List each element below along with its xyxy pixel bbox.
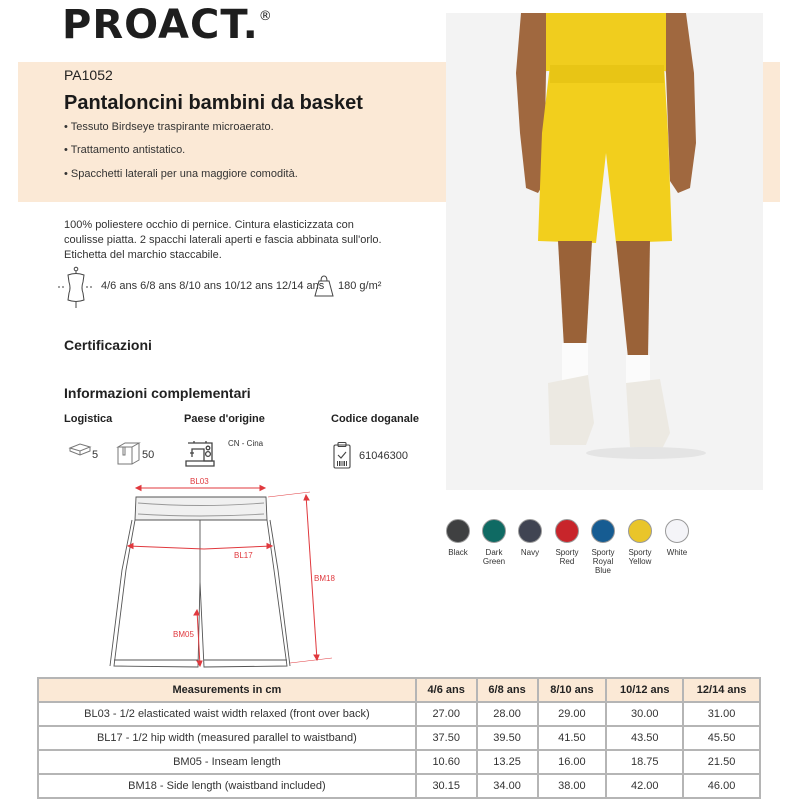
table-cell: 18.75 bbox=[606, 750, 683, 774]
table-cell: 29.00 bbox=[538, 702, 607, 726]
certifications-heading: Certificazioni bbox=[64, 337, 152, 353]
color-label-dark-green bbox=[474, 548, 514, 566]
color-name-line: Sporty bbox=[591, 548, 615, 557]
weight-icon bbox=[313, 274, 335, 298]
color-label-white bbox=[657, 548, 697, 557]
color-swatch-dark-green[interactable] bbox=[482, 519, 506, 543]
measurement-name: BL17 - 1/2 hip width (measured parallel to waistband) bbox=[38, 726, 416, 750]
clipboard-barcode-icon bbox=[332, 441, 352, 469]
table-cell: 30.15 bbox=[416, 774, 477, 798]
color-swatch-sporty-yellow[interactable] bbox=[628, 519, 652, 543]
table-cell: 41.50 bbox=[538, 726, 607, 750]
color-name: White bbox=[666, 548, 688, 557]
logistics-label: Logistica bbox=[64, 413, 113, 425]
color-label-sporty-red bbox=[547, 548, 587, 566]
table-header-row bbox=[38, 678, 760, 702]
carton-box-icon bbox=[116, 441, 141, 466]
table-cell: 45.50 bbox=[683, 726, 760, 750]
color-name-line: Red bbox=[559, 557, 575, 566]
diagram-label-bm18: BM18 bbox=[314, 574, 335, 583]
registered-mark: ® bbox=[258, 8, 273, 24]
table-cell: 30.00 bbox=[606, 702, 683, 726]
table-cell: 10.60 bbox=[416, 750, 477, 774]
product-photo bbox=[446, 13, 763, 490]
table-cell: 21.50 bbox=[683, 750, 760, 774]
measurements-table bbox=[37, 677, 761, 799]
column-header: 12/14 ans bbox=[683, 678, 760, 702]
origin-value: CN - Cina bbox=[228, 439, 264, 448]
color-name: Navy bbox=[520, 548, 540, 557]
table-cell: 46.00 bbox=[683, 774, 760, 798]
table-cell: 31.00 bbox=[683, 702, 760, 726]
brand-logo bbox=[62, 2, 273, 48]
measurement-name: BM18 - Side length (waistband included) bbox=[38, 774, 416, 798]
feature-item: • Tessuto Birdseye traspirante microaerato. bbox=[64, 121, 274, 133]
color-swatch-navy[interactable] bbox=[518, 519, 542, 543]
column-header: 10/12 ans bbox=[606, 678, 683, 702]
mannequin-icon bbox=[56, 266, 96, 308]
table-row bbox=[38, 750, 760, 774]
color-label-navy bbox=[510, 548, 550, 557]
diagram-label-bm05: BM05 bbox=[173, 630, 194, 639]
table-cell: 38.00 bbox=[538, 774, 607, 798]
product-photo-illustration bbox=[446, 13, 763, 490]
available-sizes: 4/6 ans 6/8 ans 8/10 ans 10/12 ans 12/14 ans bbox=[101, 280, 325, 292]
column-header: 6/8 ans bbox=[477, 678, 538, 702]
column-header: Measurements in cm bbox=[38, 678, 416, 702]
color-name-line: Green bbox=[482, 557, 506, 566]
color-swatch-sporty-red[interactable] bbox=[555, 519, 579, 543]
table-row bbox=[38, 702, 760, 726]
small-box-icon bbox=[68, 442, 92, 456]
color-name-line: Sporty bbox=[628, 548, 652, 557]
table-cell: 16.00 bbox=[538, 750, 607, 774]
feature-item: • Trattamento antistatico. bbox=[64, 144, 186, 156]
color-name-line: Yellow bbox=[628, 557, 652, 566]
color-name: Black bbox=[448, 548, 468, 557]
table-cell: 43.50 bbox=[606, 726, 683, 750]
table-cell: 42.00 bbox=[606, 774, 683, 798]
color-swatch-black[interactable] bbox=[446, 519, 470, 543]
origin-label: Paese d'origine bbox=[184, 413, 265, 425]
fabric-weight: 180 g/m² bbox=[338, 280, 382, 292]
table-cell: 27.00 bbox=[416, 702, 477, 726]
table-row bbox=[38, 774, 760, 798]
table-cell: 37.50 bbox=[416, 726, 477, 750]
logo-text: PROACT. bbox=[62, 2, 259, 48]
product-title: Pantaloncini bambini da basket bbox=[64, 92, 363, 114]
column-header: 8/10 ans bbox=[538, 678, 607, 702]
product-description: 100% poliestere occhio di pernice. Cintura elasticizzata con coulisse piatta. 2 spacchi laterali aperti e fascia abbinata sull'orlo. Etichetta del marchio staccabile. bbox=[64, 219, 382, 261]
color-label-sporty-royal-blue bbox=[583, 548, 623, 575]
table-cell: 39.50 bbox=[477, 726, 538, 750]
shorts-technical-diagram bbox=[100, 470, 340, 675]
customs-value: 61046300 bbox=[359, 450, 408, 462]
feature-item: • Spacchetti laterali per una maggiore comodità. bbox=[64, 168, 298, 180]
color-label-black bbox=[438, 548, 478, 557]
color-swatch-white[interactable] bbox=[665, 519, 689, 543]
customs-label: Codice doganale bbox=[331, 413, 420, 425]
color-swatch-sporty-royal-blue[interactable] bbox=[591, 519, 615, 543]
info-heading: Informazioni complementari bbox=[64, 385, 251, 401]
color-label-sporty-yellow bbox=[620, 548, 660, 566]
color-name-line: Blue bbox=[594, 566, 611, 575]
measurement-name: BM05 - Inseam length bbox=[38, 750, 416, 774]
table-cell: 28.00 bbox=[477, 702, 538, 726]
color-name-line: Royal bbox=[592, 557, 614, 566]
sewing-machine-icon bbox=[184, 439, 216, 468]
product-code: PA1052 bbox=[64, 67, 113, 83]
table-cell: 34.00 bbox=[477, 774, 538, 798]
column-header: 4/6 ans bbox=[416, 678, 477, 702]
color-name-line: Dark bbox=[485, 548, 503, 557]
color-name-line: Sporty bbox=[555, 548, 579, 557]
measurement-name: BL03 - 1/2 elasticated waist width relaxed (front over back) bbox=[38, 702, 416, 726]
pack-large-qty: 50 bbox=[142, 449, 155, 461]
pack-small-qty: 5 bbox=[92, 449, 99, 461]
table-cell: 13.25 bbox=[477, 750, 538, 774]
diagram-label-bl17: BL17 bbox=[234, 551, 253, 560]
diagram-label-bl03: BL03 bbox=[190, 477, 209, 486]
table-row bbox=[38, 726, 760, 750]
